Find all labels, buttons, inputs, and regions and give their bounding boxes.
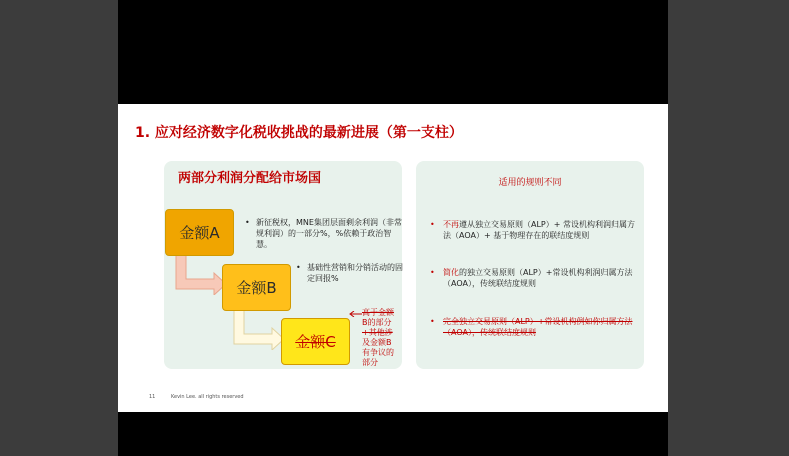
amount-a-description: • 新征税权，MNE集团层面剩余利润（非常规利润）的一部分%，%依赖于政治智慧。: [256, 217, 404, 250]
right-panel: [416, 161, 644, 369]
rule-item: • 完全独立交易原则（ALP）+常设机构例如你归属方法（AOA），传统联结度规则: [443, 316, 635, 338]
left-panel-heading: 两部分利润分配给市场国: [178, 171, 322, 186]
rule-item: • 简化的独立交易原则（ALP）+常设机构利润归属方法（AOA），传统联结度规则: [443, 267, 635, 289]
amount-b-box: 金额B: [222, 264, 291, 311]
amount-a-box: 金额A: [165, 209, 234, 256]
amount-c-box: 金额C: [281, 318, 350, 365]
right-panel-heading: 适用的规则不同: [498, 178, 562, 188]
arrow-a-to-b: [172, 253, 228, 295]
arrow-left-icon: [348, 311, 362, 317]
slide-title: 1. 应对经济数字化税收挑战的最新进展（第一支柱）: [135, 125, 463, 141]
page-number: 11: [149, 394, 156, 400]
right-desktop-margin: [668, 0, 789, 456]
slide-footer: [149, 394, 244, 400]
copyright-text: Kevin Lee. all rights reserved: [170, 394, 244, 400]
rule-item: • 不再遵从独立交易原则（ALP）+ 常设机构利润归属方法（AOA）+ 基于物理存在的联结度规则: [443, 219, 635, 241]
amount-b-description: • 基础性营销和分销活动的固定回报%: [307, 262, 403, 284]
arrow-b-to-c: [230, 308, 286, 350]
left-panel: [164, 161, 402, 369]
slide: [118, 104, 668, 412]
left-desktop-margin: [0, 0, 118, 456]
amount-c-note: 高于金额 B的部分 +其他涉 及金额B 有争议的 部分: [362, 308, 394, 367]
